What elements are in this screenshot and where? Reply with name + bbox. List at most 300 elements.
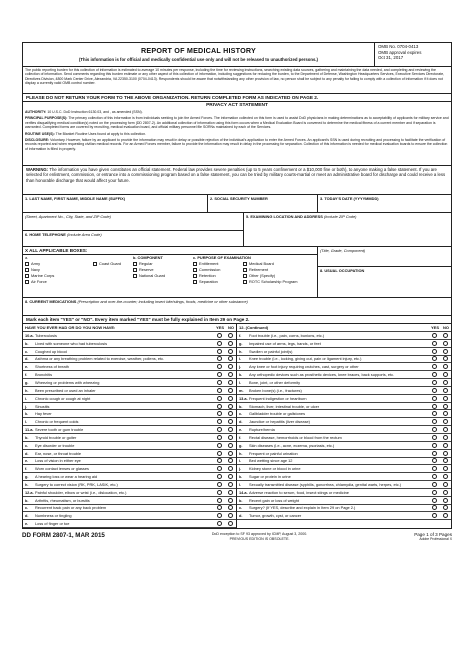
name-field[interactable]: 1. LAST NAME, FIRST NAME, MIDDLE NAME (SUFFIX) [23, 195, 208, 212]
left-heading-row [23, 324, 236, 332]
purpose-rotc[interactable] [243, 279, 315, 285]
yes-no-options [214, 513, 236, 518]
form-title: REPORT OF MEDICAL HISTORY [140, 46, 257, 55]
retention-label: Retention [199, 273, 216, 278]
no-radio[interactable] [443, 372, 448, 377]
question-text: Sexually transmitted disease (syphilis, gonorrhea, chlamydia, genital warts, herpes, etc.) [249, 481, 402, 487]
no-radio[interactable] [443, 466, 448, 471]
no-radio[interactable] [228, 388, 233, 393]
right-heading: 12. (Continued) [239, 325, 269, 330]
yes-radio[interactable] [217, 443, 222, 448]
question-number: i. [25, 395, 28, 401]
yes-radio[interactable] [432, 466, 437, 471]
yes-no-options [429, 427, 451, 432]
question-text: Lived with someone who had tuberculosis [35, 340, 108, 346]
question-row [23, 332, 236, 340]
national-guard-label: National Guard [139, 273, 166, 278]
question-number: j. [25, 403, 28, 409]
question-number: b. [25, 497, 29, 503]
yes-radio[interactable] [432, 513, 437, 518]
question-number: b. [25, 340, 29, 346]
question-text: Coughed up blood [35, 348, 67, 354]
question-row [237, 410, 451, 418]
yes-radio[interactable] [217, 521, 222, 526]
no-radio[interactable] [228, 404, 233, 409]
yes-radio[interactable] [217, 356, 222, 361]
question-text: Frequent or painful urination [249, 450, 298, 456]
question-text: Painful shoulder, elbow or wrist (i.e., dislocation, etc.) [35, 489, 127, 495]
question-row [23, 481, 236, 489]
regular-checkbox[interactable] [133, 262, 137, 266]
no-radio[interactable] [443, 349, 448, 354]
yes-radio[interactable] [217, 451, 222, 456]
question-number: f. [25, 372, 28, 378]
question-text: Broken bone(s) (i.e., fractures) [249, 387, 302, 393]
no-radio[interactable] [443, 513, 448, 518]
service-coast-guard[interactable] [93, 261, 133, 267]
question-number: k. [239, 372, 243, 378]
regular-label: Regular [139, 261, 153, 266]
question-row [237, 379, 451, 387]
yes-radio[interactable] [432, 356, 437, 361]
question-row [23, 512, 236, 520]
no-radio[interactable] [228, 372, 233, 377]
no-radio[interactable] [228, 341, 233, 346]
question-number: d. [25, 513, 29, 519]
question-row [237, 473, 451, 481]
reserve-label: Reserve [139, 267, 154, 272]
yes-radio[interactable] [217, 490, 222, 495]
separation-checkbox[interactable] [193, 280, 197, 284]
usual-occupation-field[interactable]: 8. USUAL OCCUPATION [320, 268, 365, 273]
yes-radio[interactable] [217, 364, 222, 369]
no-radio[interactable] [443, 333, 448, 338]
yes-radio[interactable] [217, 482, 222, 487]
marine-corps-checkbox[interactable] [25, 274, 29, 278]
disclosure-text: Voluntary. However, failure by an applicant to provide the information may result in delay or possible rejection of the individual's application to enter the Armed Forces. An applicant's SSN is used during recruiting and processing to facilitate the verification of records reported and when requesting civilian medical records. For an Armed Forces member, failure to provide the information may result in delay in the processing for separation. Collection of this information is needed for medical evaluation boards to ensure the collection of information is filled in properly. [25, 138, 448, 151]
address-block [23, 213, 244, 246]
question-number: b. [239, 403, 243, 409]
yes-radio[interactable] [432, 404, 437, 409]
no-radio[interactable] [443, 474, 448, 479]
yes-no-options [429, 333, 451, 338]
no-radio[interactable] [228, 466, 233, 471]
yes-no-options [429, 513, 451, 518]
do-not-return-notice: PLEASE DO NOT RETURN YOUR FORM TO THE ABOVE ORGANIZATION. RETURN COMPLETED FORM AS INDICATED ON PAGE 2. [23, 94, 451, 102]
navy-label: Navy [31, 267, 40, 272]
yes-radio[interactable] [217, 396, 222, 401]
yes-no-options [214, 396, 236, 401]
yes-radio[interactable] [217, 474, 222, 479]
home-phone-label: 6. HOME TELEPHONE [25, 232, 66, 237]
yes-no-options [429, 490, 451, 495]
yes-radio[interactable] [432, 349, 437, 354]
question-row [23, 340, 236, 348]
home-phone-field[interactable] [23, 231, 243, 246]
question-text: Tumor, growth, cyst, or cancer [249, 513, 302, 519]
component-national-guard[interactable] [133, 273, 193, 279]
no-header: NO [442, 325, 449, 330]
no-radio[interactable] [443, 411, 448, 416]
rotc-checkbox[interactable] [243, 280, 247, 284]
question-number: c. [25, 505, 29, 511]
form-number: DD FORM 2807-1, MAR 2015 [22, 532, 105, 540]
yes-no-options [214, 372, 236, 377]
yes-no-options [429, 356, 451, 361]
yes-radio[interactable] [432, 435, 437, 440]
entitlement-label: Entitlement [199, 261, 219, 266]
current-medications-field[interactable] [23, 298, 451, 316]
no-radio[interactable] [228, 427, 233, 432]
question-number: d. [25, 356, 29, 362]
questions-section [23, 324, 451, 528]
no-radio[interactable] [443, 482, 448, 487]
no-radio[interactable] [443, 490, 448, 495]
question-number: e. [239, 427, 243, 433]
yes-radio[interactable] [217, 466, 222, 471]
title-block [23, 43, 375, 66]
yes-radio[interactable] [432, 372, 437, 377]
question-number: e. [25, 521, 29, 527]
question-row [237, 465, 451, 473]
yes-radio[interactable] [432, 388, 437, 393]
ssn-field[interactable]: 2. SOCIAL SECURITY NUMBER [208, 195, 318, 212]
no-radio[interactable] [443, 341, 448, 346]
question-text: Thyroid trouble or goiter [35, 434, 77, 440]
address-field[interactable]: (Street, Apartment No., City, State, and ZIP Code) [23, 213, 243, 231]
yes-no-options [214, 466, 236, 471]
no-radio[interactable] [228, 443, 233, 448]
form-footer [22, 532, 452, 542]
yes-radio[interactable] [217, 372, 222, 377]
medical-board-checkbox[interactable] [243, 262, 247, 266]
no-radio[interactable] [228, 380, 233, 385]
question-row [237, 442, 451, 450]
question-text: Sinusitis [35, 403, 50, 409]
question-text: Adverse reaction to serum, food, insect stings or medicine [249, 489, 349, 495]
yes-no-options [429, 498, 451, 503]
question-row [237, 505, 451, 513]
todays-date-field[interactable]: 3. TODAY'S DATE (YYYYMMDD) [320, 196, 379, 201]
question-row [23, 387, 236, 395]
yes-radio[interactable] [432, 364, 437, 369]
no-radio[interactable] [443, 404, 448, 409]
yes-radio[interactable] [432, 333, 437, 338]
no-radio[interactable] [443, 451, 448, 456]
question-text: Bronchitis [35, 372, 53, 378]
yes-no-options [429, 404, 451, 409]
yes-no-options [429, 466, 451, 471]
yes-radio[interactable] [217, 427, 222, 432]
component-group [133, 255, 193, 285]
question-text: Bed wetting since age 12 [249, 458, 293, 464]
question-number: b. [25, 434, 29, 440]
yes-radio[interactable] [432, 474, 437, 479]
question-number: 13.a. [239, 395, 248, 401]
no-radio[interactable] [228, 474, 233, 479]
coast-guard-checkbox[interactable] [93, 262, 97, 266]
question-number: h. [25, 387, 29, 393]
question-text: Loss of vision in either eye [35, 458, 81, 464]
question-text: Surgery? (If YES, describe and explain in Item 29 on Page 2.) [249, 505, 356, 511]
left-question-list [23, 332, 236, 528]
question-row [237, 403, 451, 411]
disclosure-label: DISCLOSURE: [25, 138, 50, 143]
question-number: c. [25, 348, 29, 354]
question-row [237, 497, 451, 505]
no-radio[interactable] [443, 435, 448, 440]
yes-radio[interactable] [432, 505, 437, 510]
question-number: e. [25, 364, 29, 370]
question-row [23, 410, 236, 418]
no-radio[interactable] [443, 364, 448, 369]
yes-no-options [429, 396, 451, 401]
no-radio[interactable] [228, 364, 233, 369]
yes-header: YES [430, 325, 439, 330]
question-row [23, 348, 236, 356]
yes-radio[interactable] [432, 427, 437, 432]
question-text: Shortness of breath [35, 364, 69, 370]
yes-no-options [429, 451, 451, 456]
current-meds-label: 8. CURRENT MEDICATIONS [25, 299, 77, 304]
yes-no-options [429, 505, 451, 510]
no-radio[interactable] [228, 458, 233, 463]
no-radio[interactable] [228, 521, 233, 526]
question-row [23, 363, 236, 371]
question-number: 14.a. [239, 489, 248, 495]
yes-no-options [214, 388, 236, 393]
yes-no-options [214, 443, 236, 448]
yes-no-options [214, 505, 236, 510]
reserve-checkbox[interactable] [133, 268, 137, 272]
no-radio[interactable] [228, 513, 233, 518]
exam-location-field[interactable] [244, 213, 451, 246]
question-number: l. [239, 481, 242, 487]
footer-middle [212, 532, 307, 541]
question-number: k. [25, 411, 29, 417]
question-text: Severe tooth or gum trouble [35, 427, 84, 433]
question-row [237, 450, 451, 458]
question-number: 11.a. [25, 427, 34, 433]
page-count: Page 1 of 3 Pages [414, 532, 452, 538]
no-radio[interactable] [228, 490, 233, 495]
retention-checkbox[interactable] [193, 274, 197, 278]
no-radio[interactable] [443, 380, 448, 385]
yes-no-options [429, 474, 451, 479]
yes-radio[interactable] [432, 498, 437, 503]
other-checkbox[interactable] [243, 274, 247, 278]
question-row [237, 489, 451, 497]
component-label: b. COMPONENT [133, 255, 163, 260]
question-text: Arthritis, rheumatism, or bursitis [35, 497, 90, 503]
no-radio[interactable] [443, 443, 448, 448]
coast-guard-label: Coast Guard [99, 261, 122, 266]
yes-radio[interactable] [432, 482, 437, 487]
question-row [237, 363, 451, 371]
previous-edition-note: PREVIOUS EDITION IS OBSOLETE. [229, 536, 290, 541]
question-number: l. [239, 379, 242, 385]
service-air-force[interactable] [25, 279, 93, 285]
commission-checkbox[interactable] [193, 268, 197, 272]
yes-radio[interactable] [217, 513, 222, 518]
question-text: Recurrent back pain or any back problem [35, 505, 107, 511]
medical-history-form [22, 42, 452, 529]
exam-location-label: 5. EXAMINING LOCATION AND ADDRESS [246, 214, 323, 219]
grade-field[interactable]: (Title, Grade, Component) [318, 247, 451, 267]
question-text: Rupture/hernia [249, 427, 275, 433]
no-radio[interactable] [443, 419, 448, 424]
question-row [237, 395, 451, 403]
no-radio[interactable] [228, 419, 233, 424]
national-guard-checkbox[interactable] [133, 274, 137, 278]
no-radio[interactable] [228, 482, 233, 487]
warning-label: WARNING: [26, 167, 49, 172]
no-radio[interactable] [228, 356, 233, 361]
question-row [23, 403, 236, 411]
question-number: g. [239, 340, 243, 346]
yes-no-options [214, 349, 236, 354]
privacy-heading: PRIVACY ACT STATEMENT [206, 103, 268, 108]
question-number: g. [25, 379, 29, 385]
no-radio[interactable] [228, 411, 233, 416]
question-text: Jaundice or hepatitis (liver disease) [249, 419, 310, 425]
privacy-act-section [23, 102, 451, 166]
no-radio[interactable] [443, 458, 448, 463]
yes-radio[interactable] [217, 341, 222, 346]
yes-no-options [429, 372, 451, 377]
yes-no-options [214, 427, 236, 432]
question-number: 10.a. [25, 332, 34, 338]
question-text: Impaired use of arms, legs, hands, or feet [249, 340, 321, 346]
army-checkbox[interactable] [25, 262, 29, 266]
yes-radio[interactable] [217, 411, 222, 416]
entitlement-checkbox[interactable] [193, 262, 197, 266]
no-radio[interactable] [443, 356, 448, 361]
purpose-group [193, 255, 315, 285]
yes-no-options [214, 458, 236, 463]
yes-radio[interactable] [432, 396, 437, 401]
warning-text: The information you have given constitutes an official statement. Federal law provides severe penalties (up to 5 years confinement or a $10,000 fine or both), to anyone making a false statement. If you are selected for enlistment, commission, or entrance into a commissioning program based on a false statement, you can be tried by military courts-martial or meet an administrative board for discharge and could receive a less than honorable discharge that would affect your future. [26, 167, 446, 183]
no-radio[interactable] [228, 498, 233, 503]
air-force-label: Air Force [31, 279, 47, 284]
yes-radio[interactable] [432, 458, 437, 463]
yes-radio[interactable] [432, 411, 437, 416]
no-radio[interactable] [228, 451, 233, 456]
medical-board-label: Medical Board [249, 261, 274, 266]
question-number: c. [239, 505, 243, 511]
no-radio[interactable] [228, 505, 233, 510]
question-row [23, 426, 236, 434]
yes-radio[interactable] [217, 419, 222, 424]
no-radio[interactable] [228, 333, 233, 338]
yes-radio[interactable] [217, 380, 222, 385]
question-row [23, 442, 236, 450]
yes-radio[interactable] [217, 435, 222, 440]
occupation-block [318, 247, 451, 297]
no-radio[interactable] [443, 396, 448, 401]
yes-no-options [214, 451, 236, 456]
no-radio[interactable] [228, 396, 233, 401]
question-text: Stomach, liver, intestinal trouble, or ulcer [249, 403, 320, 409]
questions-left-column [23, 324, 237, 528]
no-radio[interactable] [443, 505, 448, 510]
question-number: f. [239, 434, 242, 440]
yes-radio[interactable] [432, 380, 437, 385]
question-row [23, 505, 236, 513]
retirement-checkbox[interactable] [243, 268, 247, 272]
yes-radio[interactable] [432, 341, 437, 346]
retirement-label: Retirement [249, 267, 269, 272]
purpose-separation[interactable] [193, 279, 243, 285]
no-radio[interactable] [443, 498, 448, 503]
yes-radio[interactable] [217, 404, 222, 409]
yes-radio[interactable] [432, 490, 437, 495]
yes-no-options [429, 388, 451, 393]
yes-radio[interactable] [432, 451, 437, 456]
yes-radio[interactable] [217, 498, 222, 503]
question-number: d. [239, 419, 243, 425]
question-number: i. [239, 458, 242, 464]
adobe-note: Adobe Professional X [419, 537, 452, 542]
question-text: Any knee or foot injury requiring crutches, cast, surgery or other [249, 364, 359, 370]
question-text: Rectal disease, hemorrhoids or blood from the rectum [249, 434, 342, 440]
yes-radio[interactable] [432, 443, 437, 448]
yes-no-options [429, 482, 451, 487]
yes-radio[interactable] [217, 505, 222, 510]
no-radio[interactable] [443, 427, 448, 432]
yes-radio[interactable] [432, 419, 437, 424]
question-text: Any orthopedic devices such as prosthetic devices, knee braces, back supports, etc. [249, 372, 395, 378]
no-radio[interactable] [228, 435, 233, 440]
routine-text: The Blanket Routine Uses found at apply to this collection. [55, 131, 147, 136]
yes-no-options [429, 380, 451, 385]
identification-row [23, 195, 451, 213]
question-number: h. [239, 450, 243, 456]
question-number: h. [239, 348, 243, 354]
question-row [237, 332, 451, 340]
air-force-checkbox[interactable] [25, 280, 29, 284]
question-text: Surgery to correct vision (RK, PRK, LASIK, etc.) [35, 481, 118, 487]
question-number: h. [25, 481, 29, 487]
question-number: d. [25, 450, 29, 456]
coast-guard-group [93, 255, 133, 285]
questions-right-column [237, 324, 451, 528]
navy-checkbox[interactable] [25, 268, 29, 272]
question-row [237, 371, 451, 379]
yes-radio[interactable] [217, 388, 222, 393]
yes-radio[interactable] [217, 349, 222, 354]
yes-radio[interactable] [217, 333, 222, 338]
yes-header: YES [215, 325, 224, 330]
current-meds-sub: (Prescription and over-the-counter; including insect bite/stings, foods, medicine or other substance) [77, 299, 248, 304]
no-radio[interactable] [443, 388, 448, 393]
yes-no-options [214, 341, 236, 346]
applicable-boxes [23, 247, 318, 297]
home-phone-sub: (Include Area Code) [66, 232, 102, 237]
yes-no-options [214, 435, 236, 440]
question-row [23, 371, 236, 379]
question-text: Frequent indigestion or heartburn [249, 395, 307, 401]
question-number: i. [239, 356, 242, 362]
question-number: g. [25, 474, 29, 480]
no-radio[interactable] [228, 349, 233, 354]
question-text: Knee trouble (i.e., locking, giving out, pain or ligament injury, etc.) [249, 356, 362, 362]
yes-no-options [214, 364, 236, 369]
question-row [237, 426, 451, 434]
address-row [23, 213, 451, 247]
footer-right [414, 532, 452, 542]
yes-radio[interactable] [217, 458, 222, 463]
